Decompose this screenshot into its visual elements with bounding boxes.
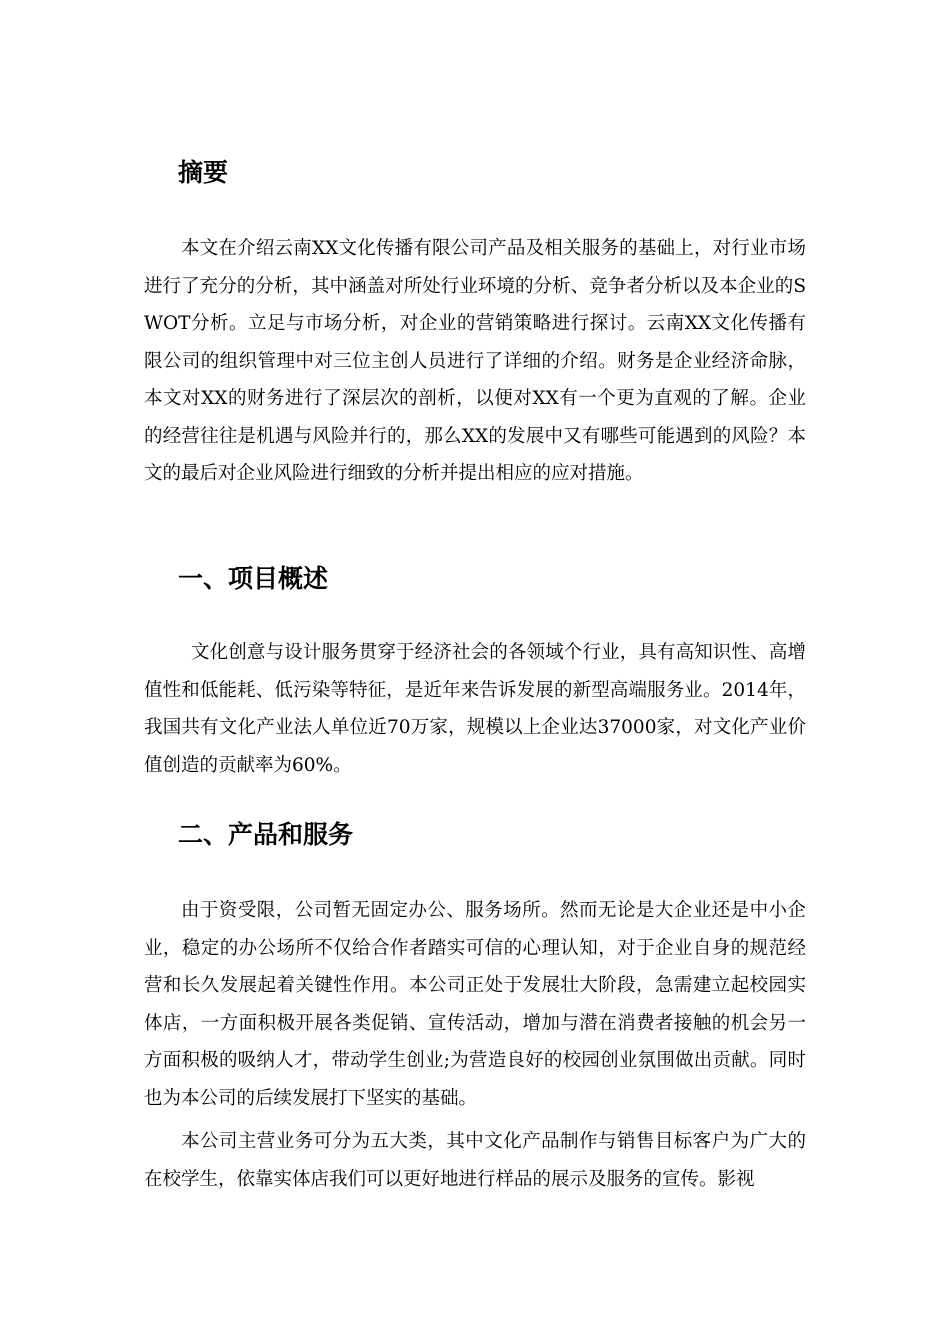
abstract-heading: 摘要 <box>178 158 229 187</box>
products-heading: 二、产品和服务 <box>178 820 354 849</box>
overview-paragraph: 文化创意与设计服务贯穿于经济社会的各领域个行业，具有高知识性、高增值性和低能耗、低污染等特征，是近年来告诉发展的新型高端服务业。2014年，我国共有文化产业法人单位近70万家，规模以上企业达37000家，对文化产业价值创造的贡献率为60%。 <box>144 642 806 776</box>
products-paragraph-1: 由于资受限，公司暂无固定办公、服务场所。然而无论是大企业还是中小企业，稳定的办公场所不仅给合作者踏实可信的心理认知，对于企业自身的规范经营和长久发展起着关键性作用。本公司正处于发展壮大阶段，急需建立起校园实体店，一方面积极开展各类促销、宣传活动，增加与潜在消费者接触的机会另一方面积极的吸纳人才，带动学生创业;为营造良好的校园创业氛围做出贡献。同时也为本公司的后续发展打下坚实的基础。 <box>144 900 806 1109</box>
abstract-paragraph: 本文在介绍云南XX文化传播有限公司产品及相关服务的基础上，对行业市场进行了充分的分析，其中涵盖对所处行业环境的分析、竞争者分析以及本企业的SWOT分析。立足与市场分析，对企业的营销策略进行探讨。云南XX文化传播有限公司的组织管理中对三位主创人员进行了详细的介绍。财务是企业经济命脉，本文对XX的财务进行了深层次的剖析，以便对XX有一个更为直观的了解。企业的经营往往是机遇与风险并行的，那么XX的发展中又有哪些可能遇到的风险？本文的最后对企业风险进行细致的分析并提出相应的应对措施。 <box>144 238 806 484</box>
overview-heading: 一、项目概述 <box>178 564 329 593</box>
products-paragraph-2: 本公司主营业务可分为五大类，其中文化产品制作与销售目标客户为广大的在校学生，依靠实体店我们可以更好地进行样品的展示及服务的宣传。影视 <box>144 1131 806 1190</box>
